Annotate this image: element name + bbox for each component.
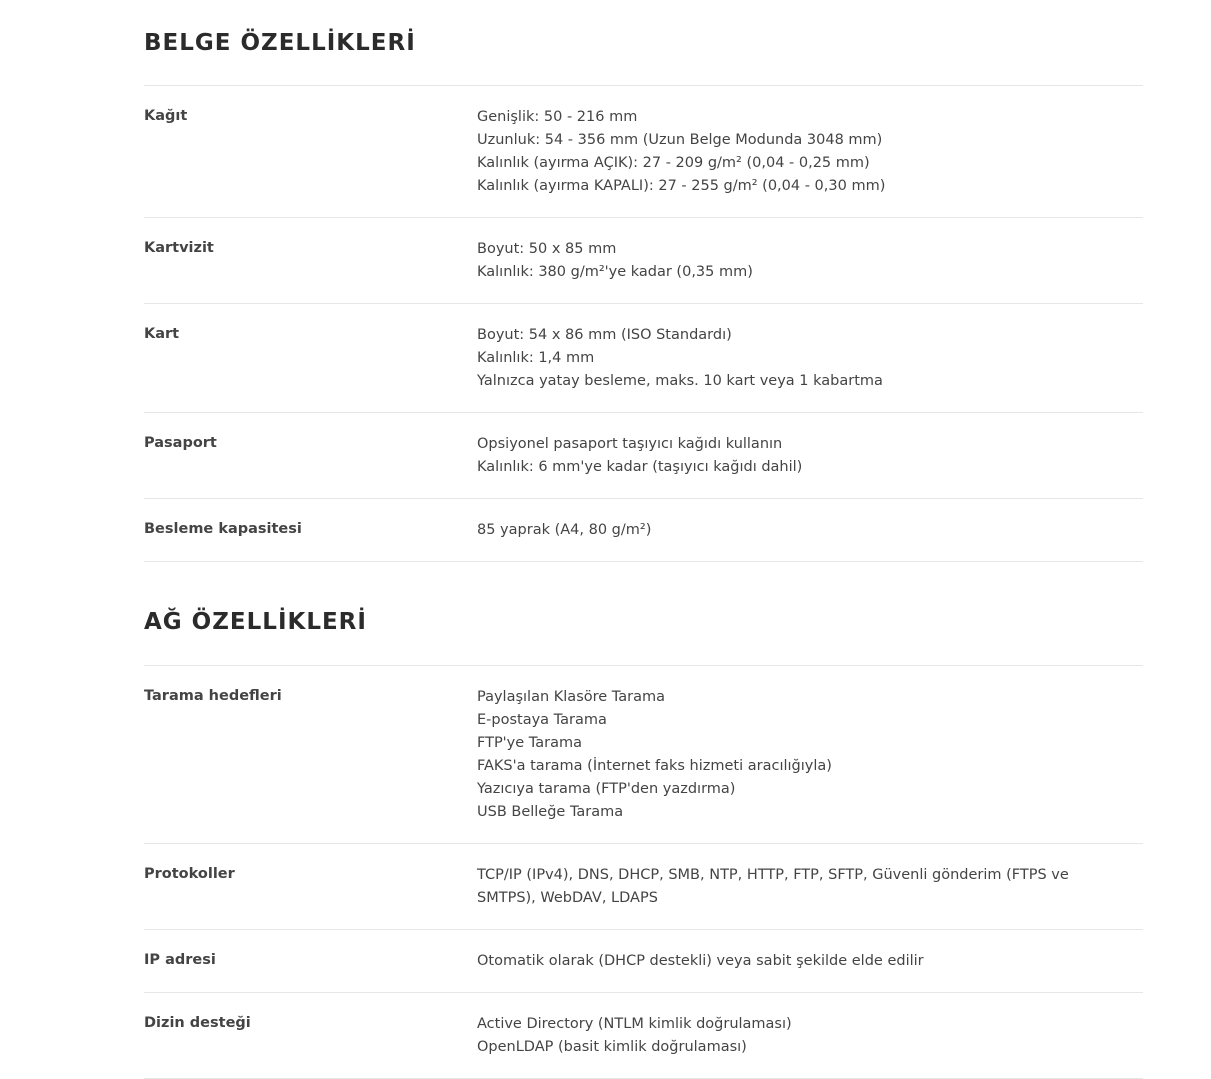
spec-value: E-postaya Tarama [477, 712, 607, 728]
spec-label: Kartvizit [144, 240, 214, 256]
spec-value: Boyut: 50 x 85 mm [477, 241, 617, 257]
spec-values [477, 685, 1143, 824]
spec-value: Uzunluk: 54 - 356 mm (Uzun Belge Modunda 3048 mm) [477, 132, 883, 148]
spec-label: Pasaport [144, 435, 217, 451]
section-title-network-specs: AĞ ÖZELLİKLERİ [144, 609, 367, 635]
spec-table-document [144, 85, 1143, 562]
spec-value: TCP/IP (IPv4), DNS, DHCP, SMB, NTP, HTTP, FTP, SFTP, Güvenli gönderim (FTPS ve SMTPS), WebDAV, LDAPS [477, 867, 1069, 906]
spec-row-paper [144, 86, 1143, 218]
spec-value: USB Belleğe Tarama [477, 804, 624, 820]
spec-row-feed-capacity [144, 499, 1143, 562]
spec-values [477, 105, 1143, 198]
spec-row-directory-support [144, 993, 1143, 1079]
spec-label: Dizin desteği [144, 1015, 251, 1031]
spec-value: Kalınlık: 6 mm'ye kadar (taşıyıcı kağıdı dahil) [477, 459, 803, 475]
spec-row-scan-destinations [144, 666, 1143, 844]
spec-row-passport [144, 413, 1143, 499]
spec-value: Opsiyonel pasaport taşıyıcı kağıdı kullanın [477, 436, 783, 452]
spec-value: FAKS'a tarama (İnternet faks hizmeti aracılığıyla) [477, 758, 832, 774]
spec-values [477, 237, 1143, 284]
spec-value: Paylaşılan Klasöre Tarama [477, 689, 665, 705]
spec-values [477, 949, 1143, 973]
spec-label: Protokoller [144, 866, 235, 882]
spec-row-ip-address [144, 930, 1143, 993]
spec-row-business-card [144, 218, 1143, 304]
spec-row-protocols [144, 844, 1143, 930]
spec-label: Kağıt [144, 108, 188, 124]
spec-label: IP adresi [144, 952, 216, 968]
spec-values [477, 863, 1143, 910]
spec-value: Kalınlık: 1,4 mm [477, 350, 595, 366]
spec-value: Kalınlık: 380 g/m²'ye kadar (0,35 mm) [477, 264, 753, 280]
spec-label: Besleme kapasitesi [144, 521, 302, 537]
spec-value: Yalnızca yatay besleme, maks. 10 kart veya 1 kabartma [477, 373, 883, 389]
spec-value: Kalınlık (ayırma AÇIK): 27 - 209 g/m² (0,04 - 0,25 mm) [477, 155, 870, 171]
spec-values [477, 1012, 1143, 1059]
spec-value: Yazıcıya tarama (FTP'den yazdırma) [477, 781, 736, 797]
spec-label: Kart [144, 326, 180, 342]
spec-table-network [144, 665, 1143, 1079]
spec-value: 85 yaprak (A4, 80 g/m²) [477, 522, 652, 538]
spec-label: Tarama hedefleri [144, 688, 282, 704]
spec-value: Genişlik: 50 - 216 mm [477, 109, 638, 125]
spec-values [477, 518, 1143, 542]
spec-value: OpenLDAP (basit kimlik doğrulaması) [477, 1039, 747, 1055]
spec-row-card [144, 304, 1143, 413]
spec-values [477, 323, 1143, 393]
section-title-document-specs: BELGE ÖZELLİKLERİ [144, 30, 416, 56]
spec-value: Kalınlık (ayırma KAPALI): 27 - 255 g/m² (0,04 - 0,30 mm) [477, 178, 886, 194]
spec-value: Active Directory (NTLM kimlik doğrulaması) [477, 1016, 792, 1032]
spec-value: Otomatik olarak (DHCP destekli) veya sabit şekilde elde edilir [477, 953, 924, 969]
spec-values [477, 432, 1143, 479]
spec-value: Boyut: 54 x 86 mm (ISO Standardı) [477, 327, 732, 343]
spec-value: FTP'ye Tarama [477, 735, 582, 751]
